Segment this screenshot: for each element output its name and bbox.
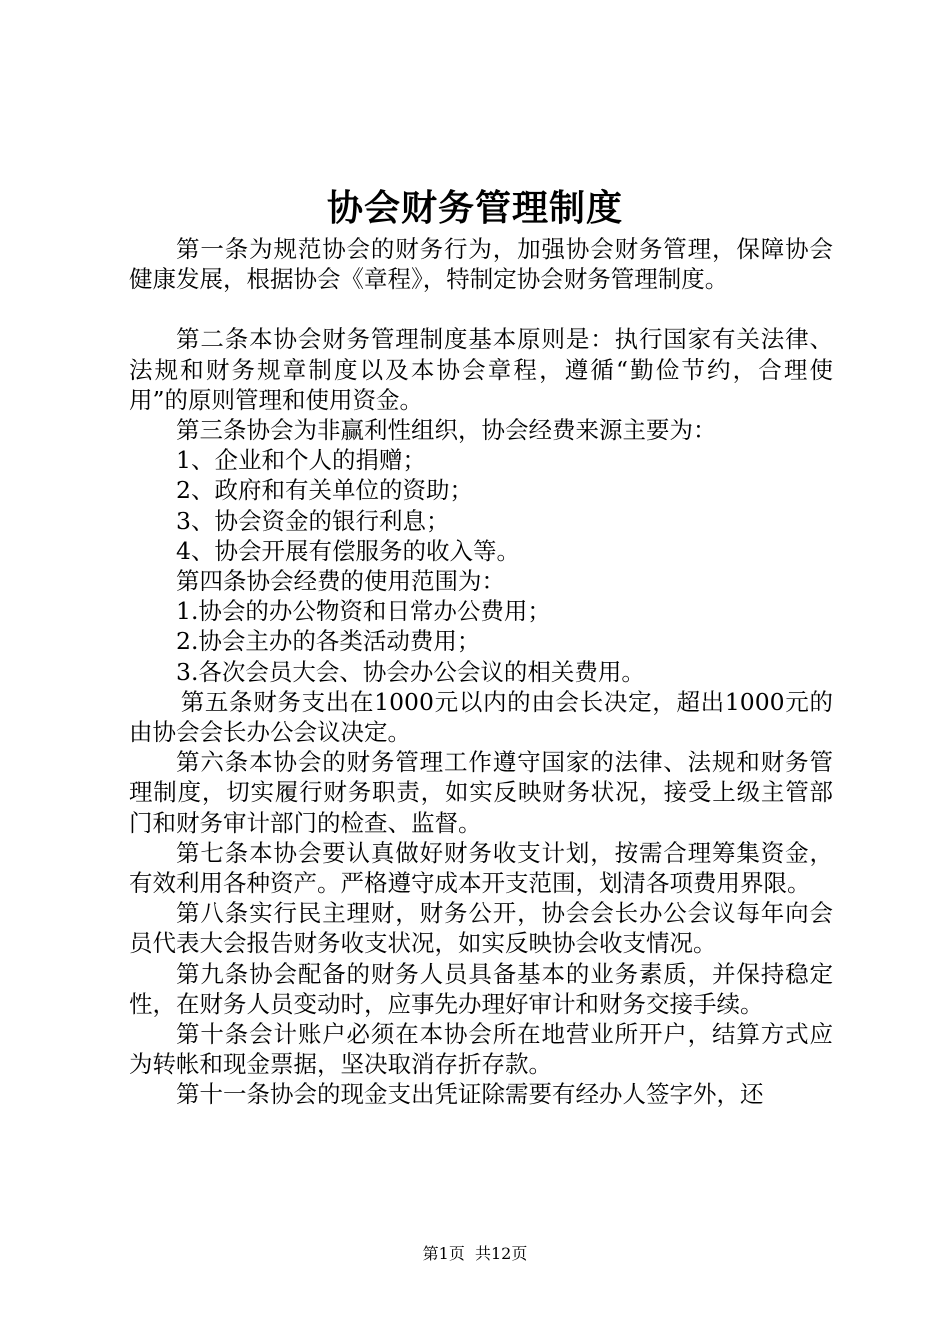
paragraph-article-6: 第六条本协会的财务管理工作遵守国家的法律、法规和财务管理制度，切实履行财务职责，如实反映财务状况，接受上级主管部门和财务审计部门的检查、监督。 xyxy=(129,748,833,837)
list-item-funding-1: 1、企业和个人的捐赠； xyxy=(176,446,426,475)
list-item-usage-2: 2.协会主办的各类活动费用； xyxy=(176,627,481,656)
list-item-funding-3: 3、协会资金的银行利息； xyxy=(176,506,450,535)
document-title: 协会财务管理制度 xyxy=(326,187,623,229)
page-footer xyxy=(0,1244,950,1264)
document-body xyxy=(129,234,833,1110)
paragraph-article-7: 第七条本协会要认真做好财务收支计划，按需合理筹集资金，有效利用各种资产。严格遵守成本开支范围，划清各项费用界限。 xyxy=(129,838,833,898)
paragraph-article-5: 第五条财务支出在1000元以内的由会长决定，超出1000元的由协会会长办公会议决定。 xyxy=(129,687,833,747)
list-item-funding-4: 4、协会开展有偿服务的收入等。 xyxy=(176,536,520,565)
paragraph-article-10: 第十条会计账户必须在本协会所在地营业所开户，结算方式应为转帐和现金票据，坚决取消存折存款。 xyxy=(129,1020,833,1079)
paragraph-article-3: 第三条协会为非赢利性组织，协会经费来源主要为： xyxy=(176,416,717,445)
list-item-usage-1: 1.协会的办公物资和日常办公费用； xyxy=(176,597,551,626)
paragraph-article-8: 第八条实行民主理财，财务公开，协会会长办公会议每年向会员代表大会报告财务收支状况，如实反映协会收支情况。 xyxy=(129,899,833,958)
list-item-funding-2: 2、政府和有关单位的资助； xyxy=(176,476,473,505)
paragraph-article-2: 第二条本协会财务管理制度基本原则是：执行国家有关法律、法规和财务规章制度以及本协会章程，遵循“勤俭节约，合理使用”的原则管理和使用资金。 xyxy=(129,325,833,414)
paragraph-article-9: 第九条协会配备的财务人员具备基本的业务素质，并保持稳定性，在财务人员变动时，应事先办理好审计和财务交接手续。 xyxy=(129,959,833,1018)
page-number-label: 第1页 共12页 xyxy=(422,1244,528,1263)
paragraph-article-1: 第一条为规范协会的财务行为，加强协会财务管理，保障协会健康发展，根据协会《章程》，特制定协会财务管理制度。 xyxy=(129,235,833,294)
list-item-usage-3: 3.各次会员大会、协会办公会议的相关费用。 xyxy=(176,657,645,686)
paragraph-article-4: 第四条协会经费的使用范围为： xyxy=(176,567,505,596)
paragraph-article-11: 第十一条协会的现金支出凭证除需要有经办人签字外，还 xyxy=(176,1080,764,1109)
